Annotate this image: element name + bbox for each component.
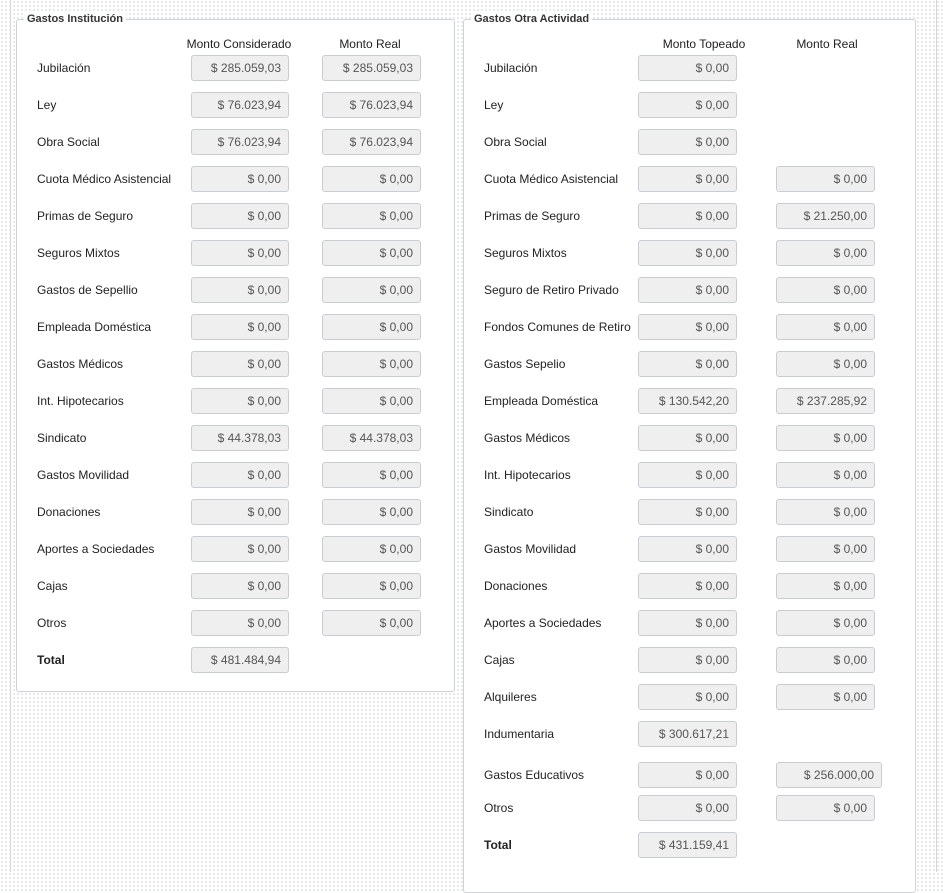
field-real-jubilacion[interactable]: $ 285.059,03 — [322, 55, 421, 81]
field-topeado-gastos-movilidad[interactable]: $ 0,00 — [638, 536, 737, 562]
field-real-empleada-domestica[interactable]: $ 237.285,92 — [776, 388, 875, 414]
label-total-left: Total — [37, 653, 65, 667]
label-gastos-sepelio: Gastos Sepelio — [484, 357, 566, 371]
label-int-hipotecarios: Int. Hipotecarios — [37, 394, 124, 408]
field-real-aportes-a-sociedades[interactable]: $ 0,00 — [322, 536, 421, 562]
field-topeado-alquileres[interactable]: $ 0,00 — [638, 684, 737, 710]
label-fondos-comunes-de-retiro: Fondos Comunes de Retiro — [484, 320, 631, 334]
field-real-gastos-medicos[interactable]: $ 0,00 — [776, 425, 875, 451]
field-real-gastos-de-sepellio[interactable]: $ 0,00 — [322, 277, 421, 303]
label-gastos-educativos: Gastos Educativos — [484, 768, 585, 782]
field-real-sindicato[interactable]: $ 44.378,03 — [322, 425, 421, 451]
field-considerado-primas-de-seguro[interactable]: $ 0,00 — [191, 203, 289, 229]
field-real-primas-de-seguro[interactable]: $ 21.250,00 — [776, 203, 875, 229]
field-topeado-cuota-medico-asistencial[interactable]: $ 0,00 — [638, 166, 737, 192]
field-real-primas-de-seguro[interactable]: $ 0,00 — [322, 203, 421, 229]
gastos-otra-actividad-title: Gastos Otra Actividad — [471, 13, 592, 25]
label-aportes-a-sociedades: Aportes a Sociedades — [37, 542, 155, 556]
field-real-alquileres[interactable]: $ 0,00 — [776, 684, 875, 710]
field-real-donaciones[interactable]: $ 0,00 — [776, 573, 875, 599]
label-primas-de-seguro: Primas de Seguro — [484, 209, 581, 223]
label-seguros-mixtos: Seguros Mixtos — [37, 246, 120, 260]
label-primas-de-seguro: Primas de Seguro — [37, 209, 134, 223]
label-gastos-movilidad: Gastos Movilidad — [37, 468, 130, 482]
field-real-sindicato[interactable]: $ 0,00 — [776, 499, 875, 525]
field-real-fondos-comunes-de-retiro[interactable]: $ 0,00 — [776, 314, 875, 340]
field-topeado-fondos-comunes-de-retiro[interactable]: $ 0,00 — [638, 314, 737, 340]
page-rail-left — [10, 0, 11, 872]
label-otros: Otros — [37, 616, 67, 630]
label-sindicato: Sindicato — [484, 505, 534, 519]
field-considerado-empleada-domestica[interactable]: $ 0,00 — [191, 314, 289, 340]
field-real-gastos-sepelio[interactable]: $ 0,00 — [776, 351, 875, 377]
field-considerado-gastos-de-sepellio[interactable]: $ 0,00 — [191, 277, 289, 303]
field-real-seguro-de-retiro-privado[interactable]: $ 0,00 — [776, 277, 875, 303]
field-real-otros[interactable]: $ 0,00 — [776, 795, 875, 821]
field-considerado-donaciones[interactable]: $ 0,00 — [191, 499, 289, 525]
field-topeado-int-hipotecarios[interactable]: $ 0,00 — [638, 462, 737, 488]
field-considerado-aportes-a-sociedades[interactable]: $ 0,00 — [191, 536, 289, 562]
field-topeado-obra-social[interactable]: $ 0,00 — [638, 129, 737, 155]
label-int-hipotecarios: Int. Hipotecarios — [484, 468, 571, 482]
field-real-cajas[interactable]: $ 0,00 — [322, 573, 421, 599]
field-topeado-aportes-a-sociedades[interactable]: $ 0,00 — [638, 610, 737, 636]
field-considerado-gastos-medicos[interactable]: $ 0,00 — [191, 351, 289, 377]
field-real-gastos-movilidad[interactable]: $ 0,00 — [776, 536, 875, 562]
field-considerado-otros[interactable]: $ 0,00 — [191, 610, 289, 636]
field-real-int-hipotecarios[interactable]: $ 0,00 — [776, 462, 875, 488]
label-gastos-movilidad: Gastos Movilidad — [484, 542, 577, 556]
field-real-ley[interactable]: $ 76.023,94 — [322, 92, 421, 118]
field-real-donaciones[interactable]: $ 0,00 — [322, 499, 421, 525]
field-considerado-cuota-medico-asistencial[interactable]: $ 0,00 — [191, 166, 289, 192]
field-considerado-ley[interactable]: $ 76.023,94 — [191, 92, 289, 118]
label-ley: Ley — [37, 98, 57, 112]
field-considerado-gastos-movilidad[interactable]: $ 0,00 — [191, 462, 289, 488]
label-indumentaria: Indumentaria — [484, 727, 555, 741]
label-otros: Otros — [484, 801, 514, 815]
gastos-institucion-title: Gastos Institución — [24, 13, 126, 25]
col-header-monto-real-left: Monto Real — [339, 37, 401, 51]
label-alquileres: Alquileres — [484, 690, 537, 704]
label-seguros-mixtos: Seguros Mixtos — [484, 246, 567, 260]
field-considerado-seguros-mixtos[interactable]: $ 0,00 — [191, 240, 289, 266]
field-topeado-cajas[interactable]: $ 0,00 — [638, 647, 737, 673]
field-real-seguros-mixtos[interactable]: $ 0,00 — [322, 240, 421, 266]
field-total-topeado[interactable]: $ 431.159,41 — [638, 832, 737, 858]
field-real-cuota-medico-asistencial[interactable]: $ 0,00 — [322, 166, 421, 192]
label-donaciones: Donaciones — [37, 505, 101, 519]
field-topeado-jubilacion[interactable]: $ 0,00 — [638, 55, 737, 81]
field-considerado-cajas[interactable]: $ 0,00 — [191, 573, 289, 599]
col-header-monto-topeado: Monto Topeado — [662, 37, 746, 51]
field-topeado-sindicato[interactable]: $ 0,00 — [638, 499, 737, 525]
label-cajas: Cajas — [37, 579, 68, 593]
field-topeado-donaciones[interactable]: $ 0,00 — [638, 573, 737, 599]
label-cajas: Cajas — [484, 653, 515, 667]
field-real-gastos-medicos[interactable]: $ 0,00 — [322, 351, 421, 377]
label-ley: Ley — [484, 98, 504, 112]
field-topeado-indumentaria[interactable]: $ 300.617,21 — [638, 721, 737, 747]
field-topeado-empleada-domestica[interactable]: $ 130.542,20 — [638, 388, 737, 414]
field-topeado-seguros-mixtos[interactable]: $ 0,00 — [638, 240, 737, 266]
field-real-otros[interactable]: $ 0,00 — [322, 610, 421, 636]
field-topeado-gastos-educativos[interactable]: $ 0,00 — [638, 762, 737, 788]
field-real-seguros-mixtos[interactable]: $ 0,00 — [776, 240, 875, 266]
field-topeado-ley[interactable]: $ 0,00 — [638, 92, 737, 118]
field-real-aportes-a-sociedades[interactable]: $ 0,00 — [776, 610, 875, 636]
field-considerado-sindicato[interactable]: $ 44.378,03 — [191, 425, 289, 451]
field-real-cajas[interactable]: $ 0,00 — [776, 647, 875, 673]
page-rail-right — [936, 0, 937, 872]
field-considerado-int-hipotecarios[interactable]: $ 0,00 — [191, 388, 289, 414]
field-real-gastos-movilidad[interactable]: $ 0,00 — [322, 462, 421, 488]
col-header-monto-considerado: Monto Considerado — [186, 37, 292, 51]
field-real-empleada-domestica[interactable]: $ 0,00 — [322, 314, 421, 340]
label-obra-social: Obra Social — [37, 135, 100, 149]
label-seguro-de-retiro-privado: Seguro de Retiro Privado — [484, 283, 619, 297]
label-donaciones: Donaciones — [484, 579, 548, 593]
field-topeado-otros[interactable]: $ 0,00 — [638, 795, 737, 821]
label-gastos-de-sepellio: Gastos de Sepellio — [37, 283, 138, 297]
label-sindicato: Sindicato — [37, 431, 87, 445]
field-topeado-seguro-de-retiro-privado[interactable]: $ 0,00 — [638, 277, 737, 303]
field-topeado-gastos-medicos[interactable]: $ 0,00 — [638, 425, 737, 451]
label-jubilacion: Jubilación — [37, 61, 91, 75]
label-gastos-medicos: Gastos Médicos — [484, 431, 571, 445]
field-real-cuota-medico-asistencial[interactable]: $ 0,00 — [776, 166, 875, 192]
field-considerado-obra-social[interactable]: $ 76.023,94 — [191, 129, 289, 155]
label-jubilacion: Jubilación — [484, 61, 538, 75]
field-real-gastos-educativos[interactable]: $ 256.000,00 — [776, 762, 882, 788]
field-total-considerado[interactable]: $ 481.484,94 — [191, 647, 289, 673]
field-topeado-gastos-sepelio[interactable]: $ 0,00 — [638, 351, 737, 377]
col-header-monto-real-right: Monto Real — [796, 37, 858, 51]
label-empleada-domestica: Empleada Doméstica — [484, 394, 599, 408]
label-total-right: Total — [484, 838, 512, 852]
field-real-int-hipotecarios[interactable]: $ 0,00 — [322, 388, 421, 414]
label-cuota-medico-asistencial: Cuota Médico Asistencial — [37, 172, 172, 186]
label-obra-social: Obra Social — [484, 135, 547, 149]
label-aportes-a-sociedades: Aportes a Sociedades — [484, 616, 602, 630]
label-cuota-medico-asistencial: Cuota Médico Asistencial — [484, 172, 619, 186]
label-gastos-medicos: Gastos Médicos — [37, 357, 124, 371]
field-considerado-jubilacion[interactable]: $ 285.059,03 — [191, 55, 289, 81]
label-empleada-domestica: Empleada Doméstica — [37, 320, 152, 334]
field-real-obra-social[interactable]: $ 76.023,94 — [322, 129, 421, 155]
field-topeado-primas-de-seguro[interactable]: $ 0,00 — [638, 203, 737, 229]
